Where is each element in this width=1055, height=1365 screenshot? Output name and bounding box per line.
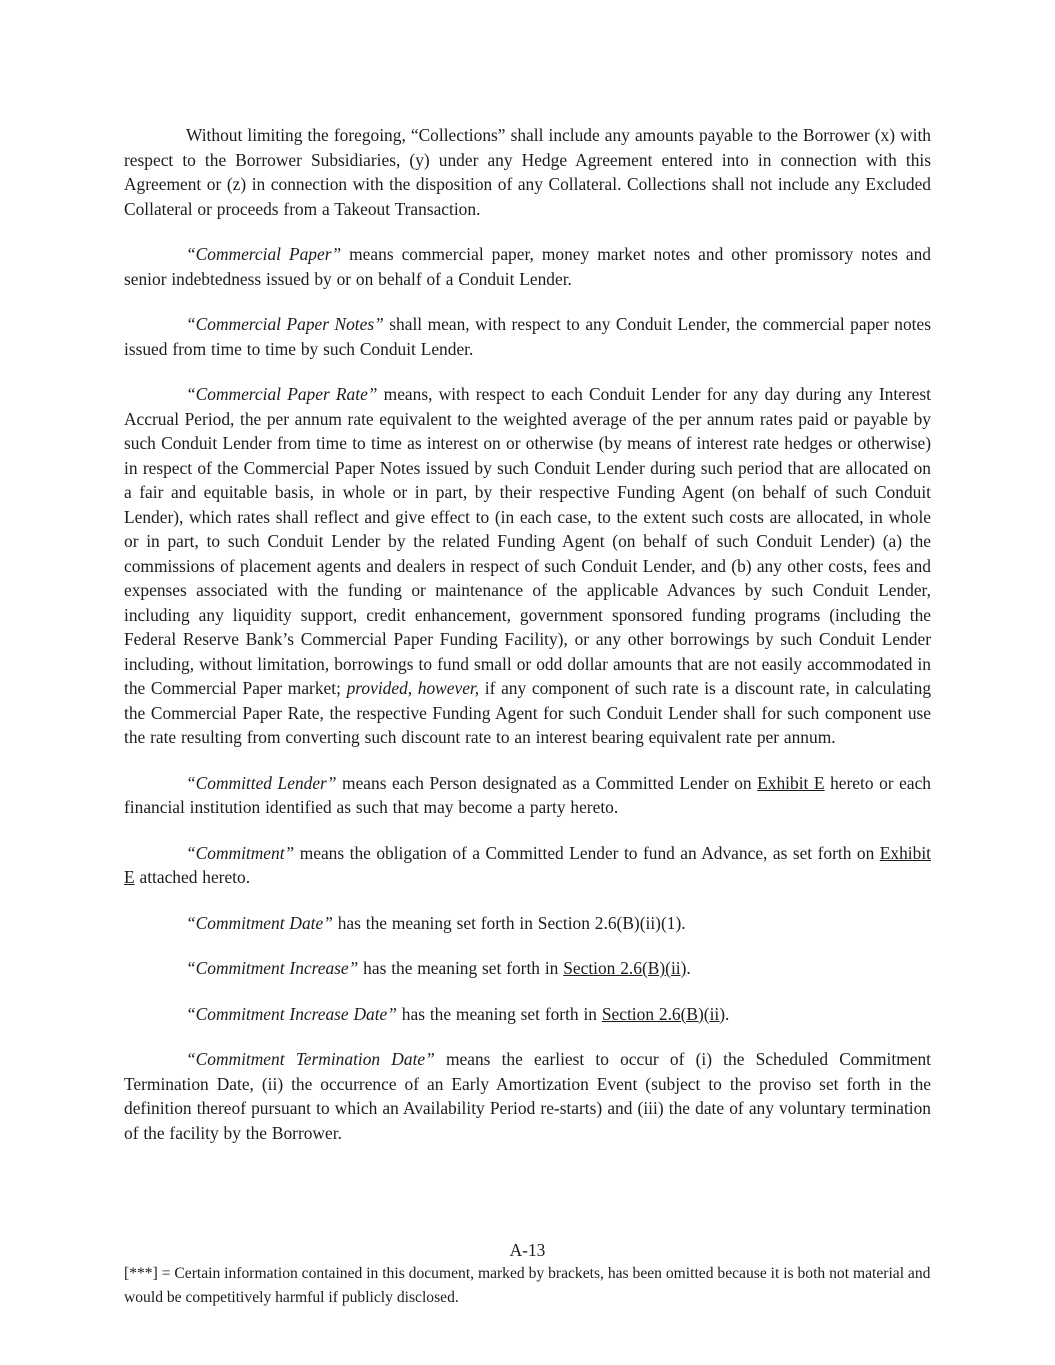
- confidentiality-footnote: [***] = Certain information contained in this document, marked by brackets, has been omitted because it is both not material and would be competitively harmful if publicly disclosed.: [124, 1265, 931, 1306]
- paragraph-text: if any component of such rate is a discount rate, in calculating the Commercial Paper Rate, the respective Funding Agent for such Conduit Lender shall for such component use the rate resulting from converting such discount rate to an interest bearing equivalent rate per annum.: [124, 678, 932, 747]
- paragraph-text: Without limiting the foregoing, “Collections” shall include any amounts payable to the Borrower (x) with respect to the Borrower Subsidiaries, (y) under any Hedge Agreement entered into in connection with this Agreement or (z) in connection with the disposition of any Collateral. Collections shall not include any Excluded Collateral or proceeds from a Takeout Transaction.: [124, 125, 931, 219]
- paragraph-commitment-date: [124, 911, 931, 936]
- paragraph-text: means each Person designated as a Committed Lender on: [336, 772, 758, 793]
- defined-term: “Commitment Increase Date”: [186, 1003, 397, 1024]
- defined-term: “Commitment”: [186, 842, 295, 863]
- paragraph-text: shall mean, with respect to any Conduit Lender, the commercial paper notes issued from time to time by such Conduit Lender.: [124, 314, 932, 359]
- section-reference: Section 2.6(B)(ii): [601, 1003, 726, 1024]
- paragraph-commercial-paper: [124, 242, 931, 291]
- paragraph-text: .: [686, 958, 691, 978]
- defined-term: “Commitment Date”: [186, 912, 333, 933]
- defined-term: “Commercial Paper”: [186, 244, 342, 264]
- paragraph-commitment-increase: [124, 956, 931, 981]
- exhibit-e-reference: Exhibit E: [124, 842, 931, 887]
- defined-term: “Commitment Termination Date”: [186, 1049, 435, 1069]
- paragraph-text: has the meaning set forth in: [358, 958, 564, 978]
- paragraph-text: has the meaning set forth in: [396, 1003, 602, 1024]
- page-number: A-13: [509, 1240, 546, 1260]
- defined-term: “Commitment Increase”: [186, 958, 359, 978]
- paragraph-text: means, with respect to each Conduit Lender for any day during any Interest Accrual Period, the per annum rate equivalent to the weighted average of the per annum rates paid or payable by such Conduit Lender from time to time as interest on or otherwise (by means of interest rate hedges or otherwise) in respect of the Commercial Paper Notes issued by such Conduit Lender during such period that are allocated on a fair and equitable basis, in whole or in part, by their respective Funding Agent (on behalf of such Conduit Lender), which rates shall reflect and give effect to (in each case, to the extent such costs are allocated, in whole or in part, to such Conduit Lender by the related Funding Agent (on behalf of such Conduit Lender) (a) the commissions of placement agents and dealers in respect of such Conduit Lender, and (b) any other costs, fees and expenses associated with the funding or maintenance of the applicable Advances by such Conduit Lender, including any liquidity support, credit enhancement, government sponsored funding programs (including the Federal Reserve Bank’s Commercial Paper Funding Facility), or any other borrowings by such Conduit Lender including, without limitation, borrowings to fund small or odd dollar amounts that are not easily accommodated in the Commercial Paper market;: [124, 384, 931, 698]
- paragraph-text: has the meaning set forth in Section 2.6(B)(ii)(1).: [332, 912, 686, 933]
- paragraph-text: .: [725, 1003, 730, 1024]
- paragraph-commitment: [124, 841, 931, 890]
- paragraph-text: means the obligation of a Committed Lender to fund an Advance, as set forth on: [294, 842, 880, 863]
- defined-term: “Commercial Paper Rate”: [186, 384, 378, 404]
- defined-term: “Commercial Paper Notes”: [186, 314, 384, 334]
- paragraph-commercial-paper-notes: [124, 312, 931, 361]
- paragraph-text: means commercial paper, money market notes and other promissory notes and senior indebtedness issued by or on behalf of a Conduit Lender.: [124, 244, 932, 289]
- proviso-term: provided, however,: [346, 678, 480, 698]
- paragraph-text: hereto or each financial institution identified as such that may become a party hereto.: [124, 772, 932, 817]
- paragraph-collections-inclusion: [124, 123, 931, 221]
- paragraph-commitment-increase-date: [124, 1002, 931, 1027]
- paragraph-commercial-paper-rate: [124, 382, 931, 750]
- paragraph-text: attached hereto.: [134, 867, 251, 887]
- exhibit-e-reference: Exhibit E: [757, 772, 825, 793]
- section-reference: Section 2.6(B)(ii): [563, 958, 687, 978]
- paragraph-committed-lender: [124, 771, 931, 820]
- defined-term: “Committed Lender”: [186, 772, 337, 793]
- page-footer: [124, 1238, 931, 1309]
- paragraph-text: means the earliest to occur of (i) the Scheduled Commitment Termination Date, (ii) the occurrence of an Early Amortization Event (subject to the proviso set forth in the definition thereof pursuant to which an Availability Period re-starts) and (iii) the date of any voluntary termination of the facility by the Borrower.: [124, 1049, 931, 1143]
- paragraph-commitment-termination-date: [124, 1047, 931, 1145]
